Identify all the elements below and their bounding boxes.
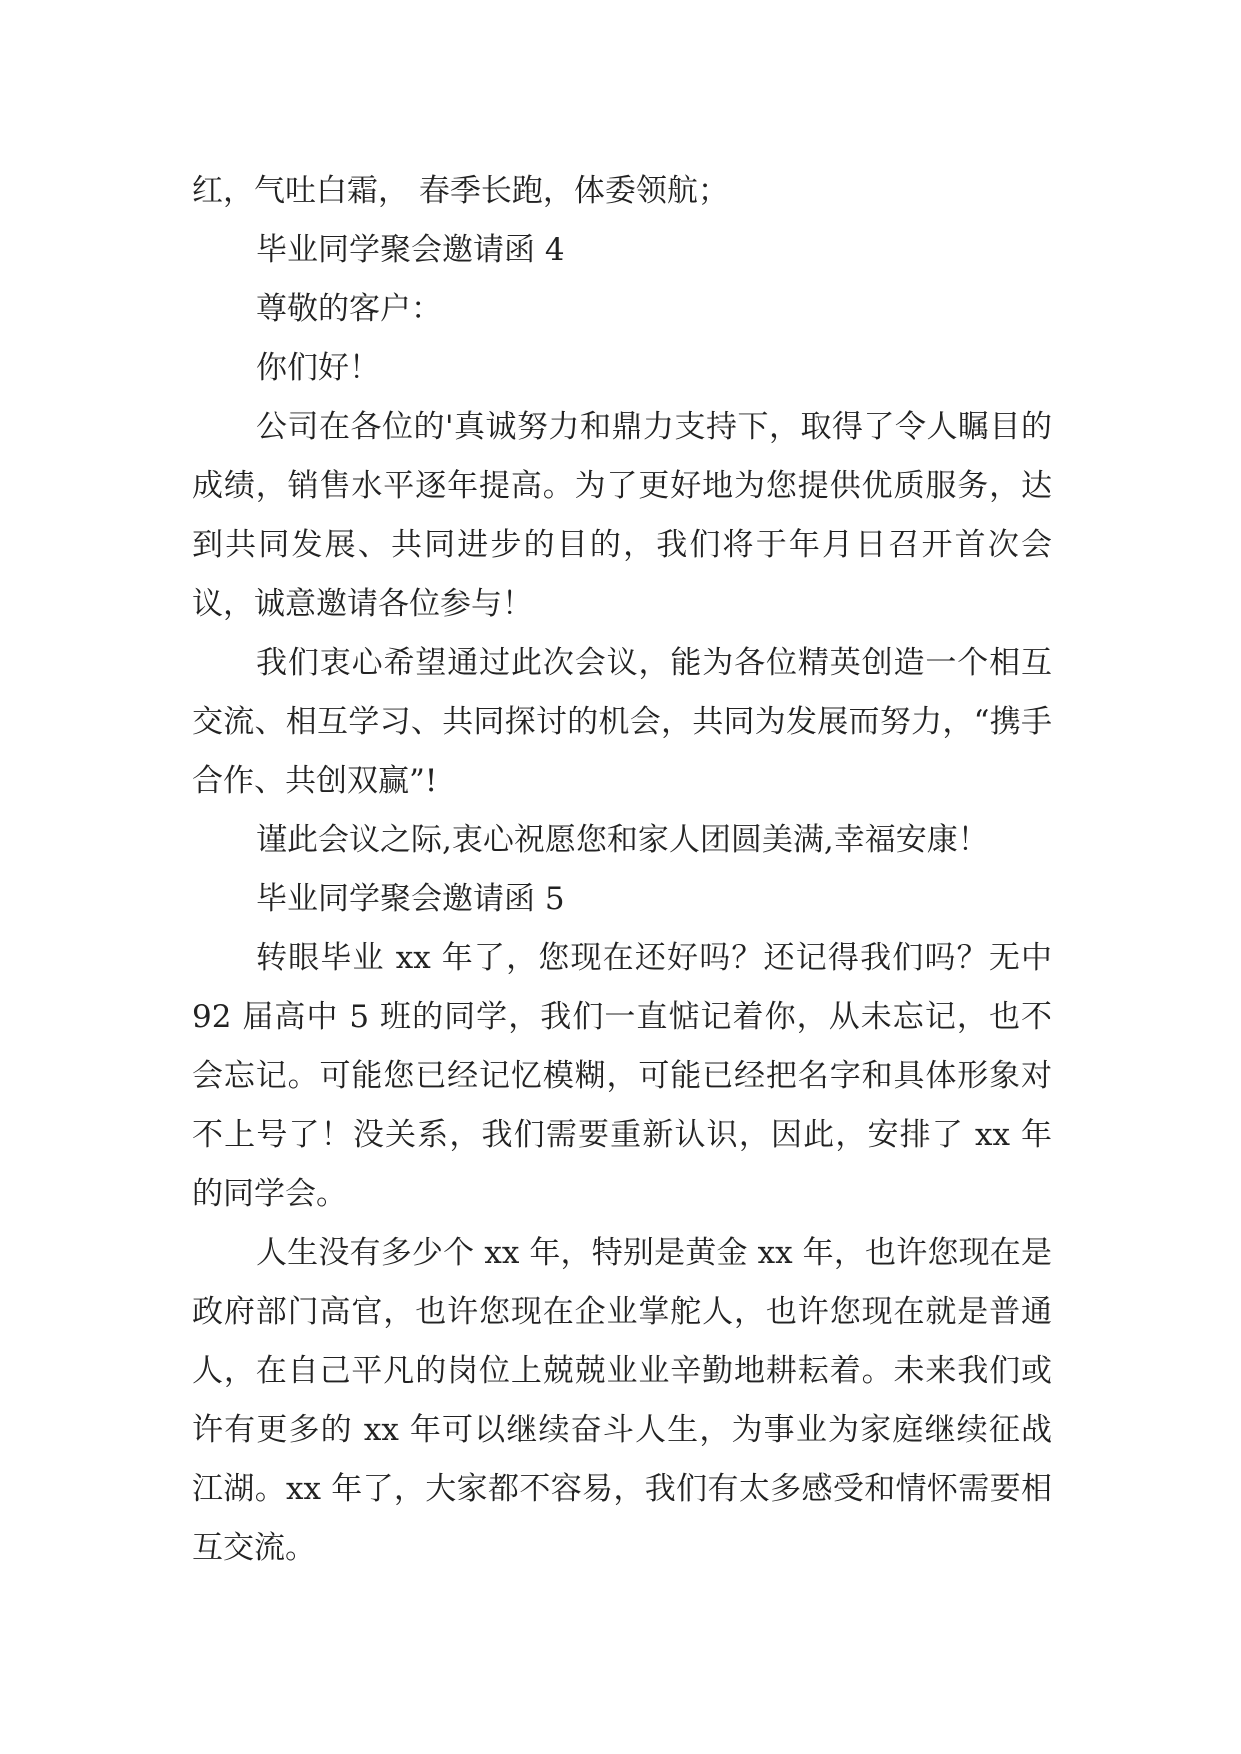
- section-heading-invitation-4: 毕业同学聚会邀请函 4: [256, 232, 565, 268]
- paragraph: 公司在各位的'真诚努力和鼎力支持下，取得了令人瞩目的成绩，销售水平逐年提高。为了更好地为您提供优质服务，达到共同发展、共同进步的目的，我们将于年月日召开首次会议，诚意邀请各位参与！: [192, 409, 1052, 622]
- paragraph: 转眼毕业 xx 年了，您现在还好吗？还记得我们吗？无中 92 届高中 5 班的同学，我们一直惦记着你，从未忘记，也不会忘记。可能您已经记忆模糊，可能已经把名字和具体形象对不上号了！没关系，我们需要重新认识，因此，安排了 xx 年的同学会。: [192, 940, 1052, 1212]
- greeting: 你们好！: [256, 350, 380, 386]
- paragraph: 我们衷心希望通过此次会议，能为各位精英创造一个相互交流、相互学习、共同探讨的机会，共同为发展而努力，“携手合作、共创双赢”!: [192, 645, 1052, 799]
- section-heading-invitation-5: 毕业同学聚会邀请函 5: [256, 881, 565, 917]
- paragraph: 谨此会议之际,衷心祝愿您和家人团圆美满,幸福安康！: [256, 822, 989, 858]
- document-body: [192, 162, 1052, 1578]
- paragraph: 人生没有多少个 xx 年，特别是黄金 xx 年，也许您现在是政府部门高官，也许您现在企业掌舵人，也许您现在就是普通人，在自己平凡的岗位上兢兢业业辛勤地耕耘着。未来我们或许有更多的 xx 年可以继续奋斗人生，为事业为家庭继续征战江湖。xx 年了，大家都不容易，我们有太多感受和情怀需要相互交流。: [192, 1235, 1052, 1566]
- salutation: 尊敬的客户：: [256, 291, 442, 327]
- paragraph-continuation: 红，气吐白霜， 春季长跑，体委领航；: [192, 173, 729, 209]
